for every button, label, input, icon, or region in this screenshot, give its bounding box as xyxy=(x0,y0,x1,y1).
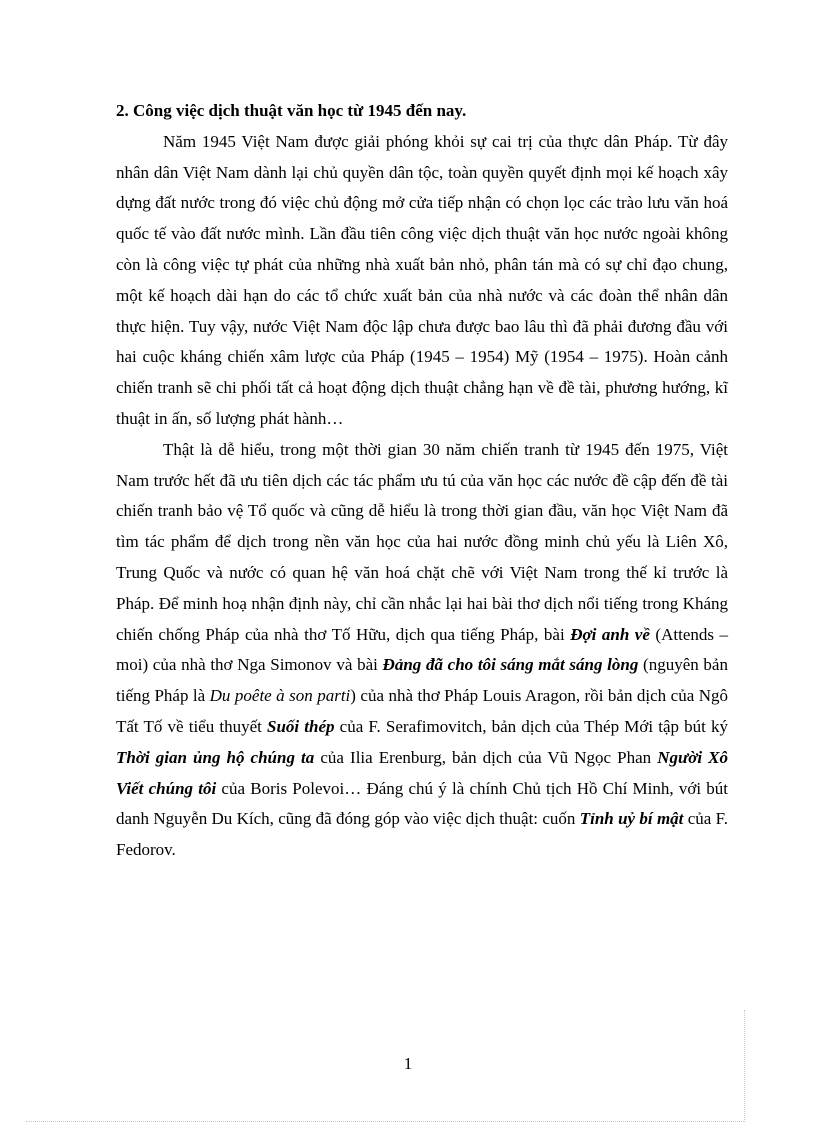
text-run: của Boris Polevoi… Đáng chú ý là chính Chủ tịch Hồ Chí Minh, với bút danh Nguyễn Du Kích, cũng đã đóng góp vào việc dịch thuật: cuốn xyxy=(116,778,729,829)
emphasized-title: Tỉnh uỷ bí mật xyxy=(579,809,684,829)
section-heading: 2. Công việc dịch thuật văn học từ 1945 đến nay. xyxy=(116,101,467,120)
paragraph-1 xyxy=(116,127,728,435)
text-run: Năm 1945 Việt Nam được giải phóng khỏi sự cai trị của thực dân Pháp. Từ đây nhân dân Việt Nam dành lại chủ quyền dân tộc, toàn quyền quyết định mọi kế hoạch xây dựng đất nước trong đó việc chủ động mở cửa tiếp nhận có chọn lọc các trào lưu văn hoá quốc tế vào đất nước mình. Lần đầu tiên công việc dịch thuật văn học nước ngoài không còn là công việc tự phát của những nhà xuất bản nhỏ, phân tán mà có sự chỉ đạo chung, một kế hoạch dài hạn do các tổ chức xuất bản của nhà nước và các đoàn thể nhân dân thực hiện. Tuy vậy, nước Việt Nam độc lập chưa được bao lâu thì đã phải đương đầu với hai cuộc kháng chiến xâm lược của Pháp (1945 – 1954) Mỹ (1954 – 1975). Hoàn cảnh chiến tranh sẽ chi phối tất cả hoạt động dịch thuật chẳng hạn về đề tài, phương hướng, kĩ thuật in ấn, số lượng phát hành… xyxy=(116,131,728,428)
text-run: Thật là dễ hiểu, trong một thời gian 30 năm chiến tranh từ 1945 đến 1975, Việt Nam trước hết đã ưu tiên dịch các tác phẩm ưu tú của văn học các nước đề cập đến đề tài chiến tranh bảo vệ Tổ quốc và cũng dễ hiểu là trong thời gian đầu, văn học Việt Nam đã tìm tác phẩm để dịch trong nền văn học của hai nước đồng minh chủ yếu là Liên Xô, Trung Quốc và nước có quan hệ văn hoá chặt chẽ với Việt Nam trong thế kỉ trước là Pháp. Để minh hoạ nhận định này, chỉ cần nhắc lại hai bài thơ dịch nổi tiếng trong Kháng chiến chống Pháp của nhà thơ Tố Hữu, dịch qua tiếng Pháp, bài xyxy=(116,439,728,644)
text-run: của F. Fedorov. xyxy=(116,809,729,860)
italic-title: Du poête à son parti xyxy=(209,686,351,706)
paragraph-2 xyxy=(116,435,728,866)
emphasized-title: Suối thép xyxy=(267,716,335,736)
text-run: (Attends – moi) của nhà thơ Nga Simonov và bài xyxy=(116,624,729,675)
page-edge-guide xyxy=(744,1010,746,1122)
text-run: ) của nhà thơ Pháp Louis Aragon, rồi bản dịch của Ngô Tất Tố về tiểu thuyết xyxy=(116,686,728,736)
document-body xyxy=(116,96,728,866)
emphasized-title: Đảng đã cho tôi sáng mắt sáng lòng xyxy=(382,655,639,675)
text-run: (nguyên bản tiếng Pháp là xyxy=(116,655,728,706)
emphasized-title: Đợi anh về xyxy=(570,624,650,644)
emphasized-title: Người Xô Viết chúng tôi xyxy=(116,747,728,798)
emphasized-title: Thời gian ủng hộ chúng ta xyxy=(116,747,315,767)
page-bottom-guide xyxy=(26,1121,744,1122)
text-run: của Ilia Erenburg, bản dịch của Vũ Ngọc Phan xyxy=(314,747,658,767)
text-run: của F. Serafimovitch, bản dịch của Thép Mới tập bút ký xyxy=(334,716,729,736)
page-number: 1 xyxy=(403,1054,413,1073)
